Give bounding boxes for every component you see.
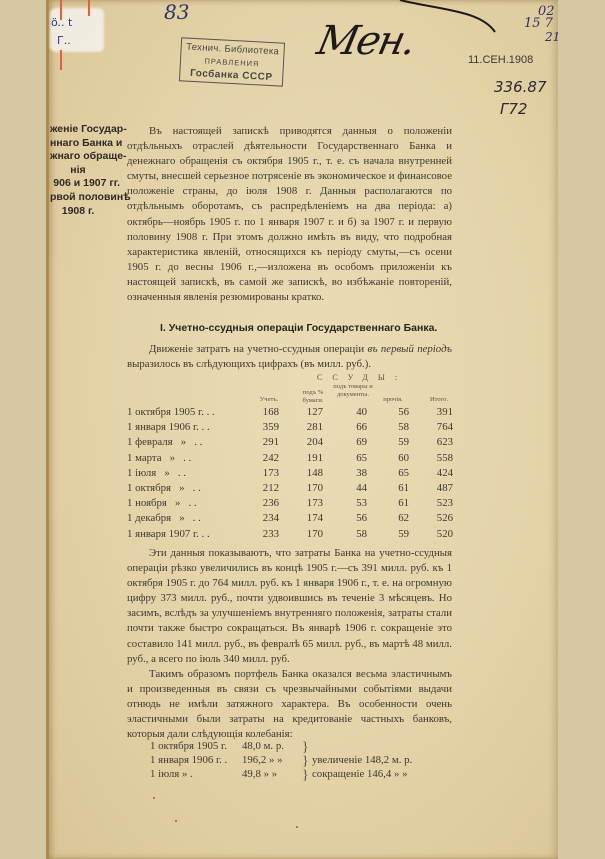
table-row	[127, 452, 487, 467]
table-cell: 59	[398, 527, 409, 540]
fluctuation-date: 1 января 1906 г. .	[150, 754, 228, 766]
table-cell: 61	[398, 497, 409, 510]
fluctuation-row	[150, 754, 460, 768]
fluctuation-value: 49,8 » »	[242, 768, 278, 780]
table-cell: 56	[398, 406, 409, 418]
table-cell: 44	[356, 482, 367, 494]
table-cell: 56	[356, 512, 367, 525]
table-intro-text: Движеніе затратъ на учетно-ссудныя операціи	[149, 343, 368, 355]
table-cell: 558	[436, 451, 453, 464]
row-date: 1 января 1907 г. . .	[127, 527, 210, 540]
margin-note-line: женіе Государ-	[50, 123, 127, 135]
table-row	[127, 436, 487, 451]
table-cell: 242	[262, 451, 279, 464]
portfolio-paragraph: Такимъ образомъ портфель Банка оказался весьма эластичнымъ и произведенныя въ связи съ чрезвычайными событіями выдачи отнюдь не имѣли затяжного характера. Въ особенности очень эластичными были затраты на кредитованіе частныхъ банковъ, которыя дали слѣдующія колебанія:	[127, 668, 452, 741]
table-cell: 291	[262, 436, 279, 449]
table-cell: 148	[306, 466, 323, 479]
fluctuation-value: 48,0 м. р.	[242, 740, 284, 752]
stamp-line: Технич. Библиотека	[185, 41, 280, 58]
fluctuation-note: увеличеніе 148,2 м. р.	[312, 754, 413, 766]
fluctuation-value: 196,2 » »	[242, 754, 283, 766]
handwritten-number: 21	[545, 30, 561, 44]
table-cell: 174	[306, 512, 323, 525]
table-cell: 69	[356, 436, 367, 449]
red-pencil-mark	[88, 0, 90, 16]
table-cell: 281	[306, 421, 323, 434]
table-cell: 168	[262, 406, 279, 418]
signature-flourish	[400, 0, 500, 40]
table-row	[127, 482, 487, 497]
table-cell: 127	[306, 406, 323, 418]
column-header: Итого.	[429, 396, 449, 403]
brace: }	[302, 754, 309, 769]
spine-ink-text: Г..	[57, 34, 71, 47]
table-row	[127, 406, 487, 421]
table-cell: 59	[398, 436, 409, 449]
margin-note-line: 1908 г.	[61, 204, 95, 217]
brace: }	[302, 768, 309, 783]
table-group-header: ССУДЫ:	[317, 373, 408, 382]
call-number: 336.87	[494, 78, 547, 96]
call-code: Г72	[500, 100, 528, 118]
fluctuation-row	[150, 768, 460, 782]
library-stamp	[179, 37, 285, 86]
table-cell: 53	[356, 497, 367, 510]
table-cell: 391	[436, 406, 453, 418]
stamp-line: ПРАВЛЕНИЯ	[204, 56, 260, 69]
row-date: 1 марта » . .	[127, 451, 192, 464]
table-cell: 764	[436, 421, 453, 434]
bank-credit-fluctuations	[150, 740, 460, 782]
table-intro	[127, 342, 452, 372]
table-cell: 204	[306, 436, 323, 449]
column-header: прочія.	[383, 396, 403, 403]
table-cell: 623	[436, 436, 453, 449]
table-cell: 526	[436, 512, 453, 525]
margin-note-line: жнаго обраще-	[50, 150, 127, 163]
fluctuation-note: сокращеніе 146,4 » »	[312, 768, 408, 780]
table-cell: 173	[262, 466, 279, 479]
row-date: 1 октября 1905 г. . .	[127, 406, 215, 418]
table-cell: 170	[306, 482, 323, 494]
row-date: 1 февраля » . .	[127, 436, 203, 449]
table-cell: 60	[398, 451, 409, 464]
table-cell: 66	[356, 421, 367, 434]
table-cell: 58	[398, 421, 409, 434]
fluctuation-date: 1 іюля » .	[150, 768, 193, 780]
table-row	[127, 467, 487, 482]
margin-note-line: ннаго Банка и	[50, 136, 123, 149]
table-row	[127, 512, 487, 527]
table-cell: 212	[262, 482, 279, 494]
signature: Мен.	[313, 18, 419, 64]
paper-speck	[296, 826, 298, 828]
table-cell: 173	[306, 497, 323, 510]
brace: }	[302, 740, 309, 755]
table-cell: 40	[356, 406, 367, 418]
paper-speck	[175, 820, 177, 822]
table-intro-italic: въ первый періодъ	[367, 343, 452, 355]
fluctuation-date: 1 октября 1905 г.	[150, 740, 227, 752]
table-cell: 233	[262, 527, 279, 540]
table-cell: 38	[356, 466, 367, 479]
table-cell: 65	[356, 451, 367, 464]
margin-note-line: 906 и 1907 гг.	[53, 177, 120, 190]
table-cell: 62	[398, 512, 409, 525]
row-date: 1 ноября » . .	[127, 497, 197, 510]
table-cell: 487	[436, 482, 453, 494]
table-row	[127, 497, 487, 512]
stamp-line: Госбанка СССР	[189, 67, 273, 84]
table-cell: 236	[262, 497, 279, 510]
section-heading: I. Учетно-ссудныя операціи Государственнаго Банка.	[160, 322, 438, 334]
handwritten-number: 15 7	[524, 16, 553, 31]
table-cell: 170	[306, 527, 323, 540]
row-date: 1 декабря » . .	[127, 512, 201, 525]
table-cell: 359	[262, 421, 279, 434]
table-row	[127, 421, 487, 436]
table-intro-text: выразилось въ слѣдующихъ цифрахъ (въ милл. руб.).	[127, 358, 372, 371]
table-cell: 234	[262, 512, 279, 525]
date-stamp: 11.СЕН.1908	[468, 54, 534, 66]
handwritten-number: 02	[538, 4, 555, 19]
table-cell: 523	[436, 497, 453, 510]
margin-note	[50, 123, 131, 218]
table-cell: 65	[398, 466, 409, 479]
red-pencil-mark	[60, 50, 62, 70]
table-row	[127, 528, 487, 543]
intro-paragraph: Въ настоящей запискѣ приводятся данныя о положеніи отдѣльныхъ отраслей дѣятельности Государственнаго Банка и денежнаго обращенія съ октября 1905 г., т. е. съ начала внутренней смуты, внесшей серьезное потрясеніе въ экономическое и финансовое положеніе страны, до іюля 1908 г. Данныя располагаются по отдѣльнымъ оборотамъ, съ распредѣленіемъ на два періода: а) октябрь—ноябрь 1905 г. по 1 января 1907 г. и б) за 1907 г. и первую половину 1908 г. При этомъ должно имѣть въ виду, что подробная характеристика явленій, относящихся къ періоду смуты,—съ осени 1905 г. до весны 1906 г.,—изложена въ особомъ приложеніи къ настоящей запискѣ, въ самой же запискѣ, во избѣжаніе повтореній, означенныя явленія резюмированы кратко.	[127, 125, 452, 304]
table-cell: 58	[356, 527, 367, 540]
table-cell: 61	[398, 482, 409, 494]
fluctuation-row	[150, 740, 460, 754]
margin-note-line: рвой половинѣ	[50, 190, 131, 203]
analysis-paragraph: Эти данныя показываютъ, что затраты Банка на учетно-ссудныя операціи рѣзко увеличились въ концѣ 1905 г.—съ 391 милл. руб. къ 1 октября 1905 г. до 764 милл. руб. къ 1 января 1906 г., т. е. на огромную цифру 373 милл. руб., почти удвоившись въ теченіе 3 мѣсяцевъ. Но засимъ, вслѣдъ за улучшеніемъ внутренняго положенія, затраты стали почти также быстро сокращаться. Въ январѣ 1906 г. сокращеніе это составило 141 милл. руб., въ февралѣ 65 милл. руб., въ мартѣ 48 милл. руб., а всего по іюль 340 милл. руб.	[127, 547, 452, 665]
row-date: 1 января 1906 г. . .	[127, 421, 210, 434]
table-cell: 424	[436, 466, 453, 479]
spine-ink-text: ö.. t	[51, 16, 73, 29]
table-cell: 191	[306, 451, 323, 464]
column-header: подъ % бумаги.	[302, 389, 324, 404]
paper-speck	[153, 797, 155, 799]
row-date: 1 октября » . .	[127, 482, 201, 494]
table-cell: 520	[436, 527, 453, 540]
column-header: подъ товары и документы.	[333, 383, 373, 398]
margin-note-line: нія	[70, 163, 86, 176]
handwritten-page-number: 83	[164, 0, 190, 24]
row-date: 1 іюля » . .	[127, 466, 186, 479]
column-header: Учетъ.	[259, 396, 279, 403]
